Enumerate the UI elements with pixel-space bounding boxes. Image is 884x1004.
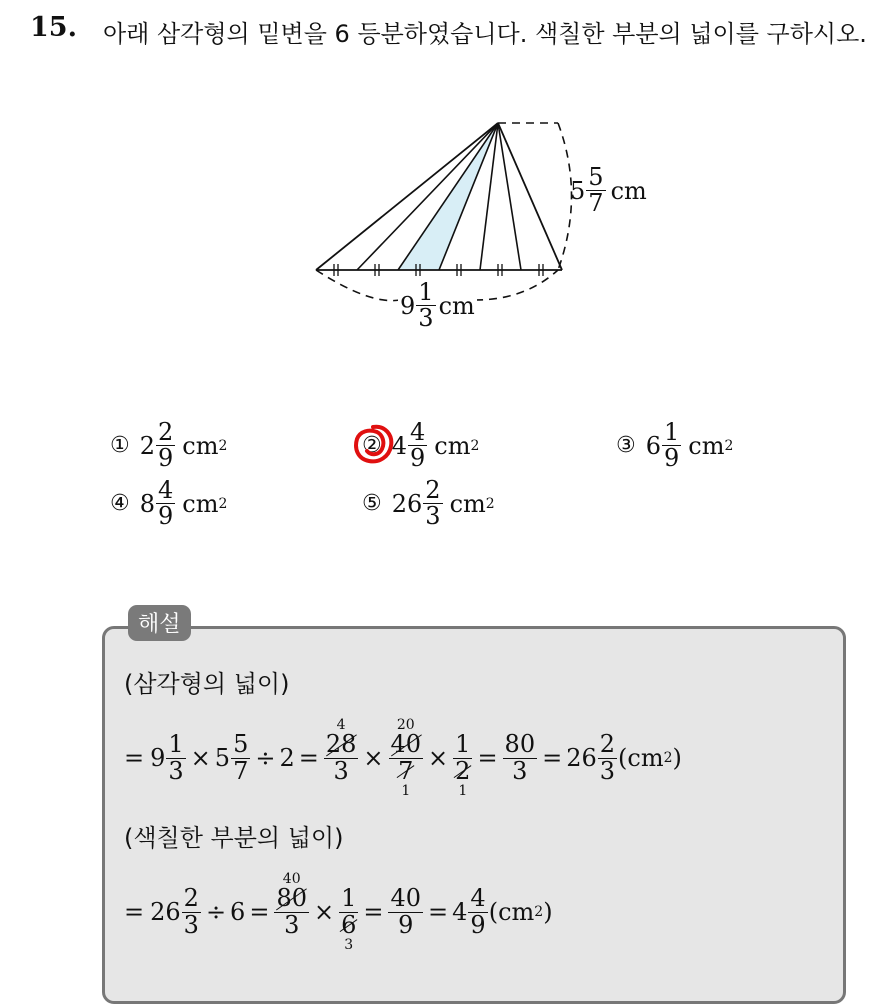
solution-line-triangle-area-label: (삼각형의 넓이) xyxy=(124,670,290,698)
triangle-figure xyxy=(300,110,680,350)
triangle-right-side xyxy=(498,123,562,270)
solution-equation-1: = 9 $\frac{1}{3}$ × 5 $\frac{5}{7}$ ÷ 2 = 4 $\frac{28}{3}$ × 20 $\frac{40}{7}$ 1 × $\frac{1}{2}$ 1 = $\frac{80}{3}$ = 26 $\frac{2}{3}$ (cm 2 ) xyxy=(124,717,682,799)
solution-line-shaded-area-label: (색칠한 부분의 넓이) xyxy=(124,824,344,852)
base-dash-arc xyxy=(316,270,400,301)
choice-5[interactable]: ⑤ 26 $\frac{2}{3}$ cm 2 xyxy=(362,476,495,531)
solution-tag: 해설 xyxy=(128,605,191,641)
triangle-left-side xyxy=(316,123,498,270)
base-label: 9 $\frac{1}{3}$ cm xyxy=(400,278,475,333)
answer-circle-mark xyxy=(349,421,397,467)
choice-3[interactable]: ③ 6 $\frac{1}{9}$ cm 2 xyxy=(616,418,734,473)
question-text: 아래 삼각형의 밑변을 6 등분하였습니다. 색칠한 부분의 넓이를 구하시오. xyxy=(103,20,867,48)
division-line xyxy=(498,123,521,270)
question-number: 15. xyxy=(30,12,77,43)
choice-4[interactable]: ④ 8 $\frac{4}{9}$ cm 2 xyxy=(110,476,228,531)
base-dash-arc-right xyxy=(475,270,558,300)
solution-equation-2: = 26 $\frac{2}{3}$ ÷ 6 = 40 $\frac{80}{3}$ × $\frac{1}{6}$ 3 = $\frac{40}{9}$ = 4 $\frac{4}{9}$ (cm 2 ) xyxy=(124,871,553,953)
choice-2[interactable]: ② 4 $\frac{4}{9}$ cm 2 xyxy=(362,418,480,473)
height-label: 5 $\frac{5}{7}$ cm xyxy=(570,163,647,218)
choice-1[interactable]: ① 2 $\frac{2}{9}$ cm 2 xyxy=(110,418,228,473)
